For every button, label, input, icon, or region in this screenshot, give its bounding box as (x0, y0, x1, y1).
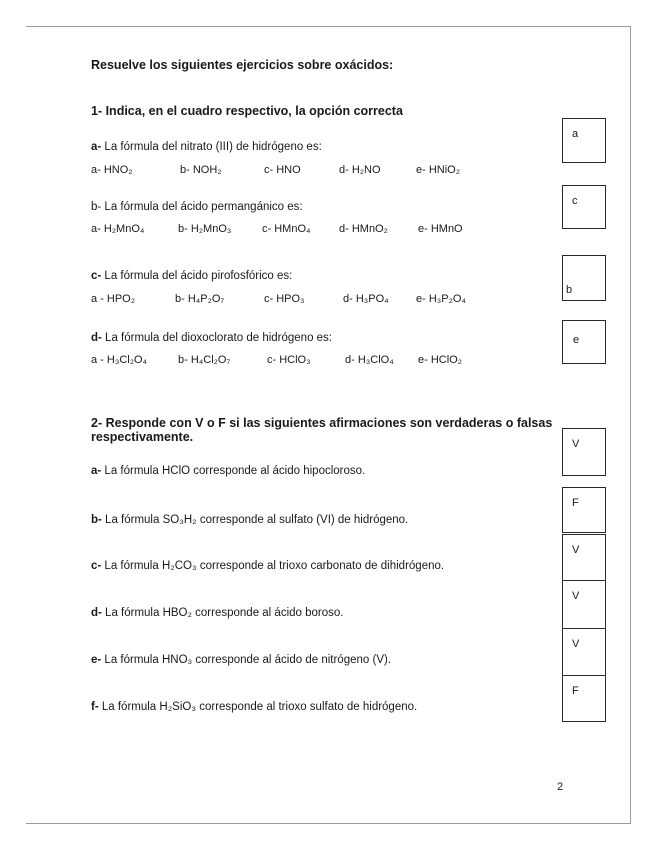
vf-value: V (572, 438, 580, 450)
vf-value: V (572, 590, 580, 602)
vf-box[interactable] (562, 675, 606, 722)
question-prefix: d- (91, 332, 102, 344)
vf-box[interactable] (562, 580, 606, 629)
question-d (91, 332, 332, 344)
option: e- H₃P₂O₄ (416, 293, 466, 305)
option: d- H₂NO (339, 164, 381, 176)
statement-e (91, 654, 391, 666)
question-prefix: b- (91, 201, 102, 213)
statement-text: La fórmula H₂CO₃ corresponde al trioxo carbonato de dihidrógeno. (101, 560, 445, 572)
question-text: La fórmula del ácido permangánico es: (101, 201, 303, 213)
question-text: La fórmula del ácido pirofosfórico es: (101, 270, 293, 282)
statement-b (91, 514, 408, 526)
vf-value: F (572, 685, 579, 697)
option: a- H₂MnO₄ (91, 223, 145, 235)
answer-value: c (572, 195, 578, 207)
vf-box[interactable] (562, 628, 606, 676)
vf-value: F (572, 497, 579, 509)
vf-value: V (572, 544, 580, 556)
option: d- H₃PO₄ (343, 293, 389, 305)
answer-value: e (573, 334, 580, 346)
answer-box[interactable] (562, 255, 606, 301)
answer-value: b (566, 284, 573, 296)
statement-d (91, 607, 343, 619)
statement-text: La fórmula HClO corresponde al ácido hipocloroso. (101, 465, 366, 477)
vf-box[interactable] (562, 428, 606, 476)
statement-text: La fórmula HBO₂ corresponde al ácido boroso. (101, 607, 344, 619)
vf-value: V (572, 638, 580, 650)
statement-text: La fórmula HNO₃ corresponde al ácido de nitrógeno (V). (101, 654, 392, 666)
option: e- HClO₂ (418, 354, 462, 366)
option: e- HNiO₂ (416, 164, 460, 176)
option: b- NOH₂ (180, 164, 222, 176)
vf-box[interactable] (562, 487, 606, 533)
statement-prefix: d- (91, 607, 102, 619)
option: e- HMnO (418, 223, 463, 235)
statement-f (91, 701, 417, 713)
option: d- H₃ClO₄ (345, 354, 394, 366)
option: a- HNO₂ (91, 164, 133, 176)
option: b- H₄P₂O₇ (175, 293, 225, 305)
statement-prefix: c- (91, 560, 102, 572)
question-text: La fórmula del dioxoclorato de hidrógeno es: (101, 332, 333, 344)
page-number: 2 (557, 781, 564, 793)
statement-prefix: a- (91, 465, 102, 477)
option: b- H₄Cl₂O₇ (178, 354, 231, 366)
question-c (91, 270, 292, 282)
section1-title: 1- Indica, en el cuadro respectivo, la opción correcta (91, 104, 403, 118)
statement-a (91, 465, 365, 477)
option: a - HPO₂ (91, 293, 135, 305)
section2-title-line2: respectivamente. (91, 430, 194, 444)
question-text: La fórmula del nitrato (III) de hidrógeno es: (101, 141, 322, 153)
option: b- H₂MnO₃ (178, 223, 232, 235)
option: c- HNO (264, 164, 301, 176)
answer-box[interactable] (562, 320, 606, 364)
section2-title-line1: 2- Responde con V o F si las siguientes afirmaciones son verdaderas o falsas (91, 416, 553, 430)
answer-box[interactable] (562, 185, 606, 229)
answer-box[interactable] (562, 118, 606, 163)
question-prefix: c- (91, 270, 102, 282)
statement-text: La fórmula H₂SiO₃ corresponde al trioxo sulfato de hidrógeno. (98, 701, 418, 713)
option: c- HMnO₄ (262, 223, 311, 235)
option: c- HPO₃ (264, 293, 305, 305)
option: d- HMnO₂ (339, 223, 388, 235)
question-a (91, 141, 322, 153)
statement-prefix: b- (91, 514, 102, 526)
option: c- HClO₃ (267, 354, 311, 366)
answer-value: a (572, 128, 579, 140)
question-prefix: a- (91, 141, 102, 153)
statement-prefix: e- (91, 654, 102, 666)
question-b (91, 201, 303, 213)
intro-heading: Resuelve los siguientes ejercicios sobre oxácidos: (91, 58, 394, 72)
statement-text: La fórmula SO₃H₂ corresponde al sulfato (VI) de hidrógeno. (101, 514, 409, 526)
option: a - H₃Cl₂O₄ (91, 354, 148, 366)
statement-c (91, 560, 444, 572)
vf-box[interactable] (562, 534, 606, 582)
statement-prefix: f- (91, 701, 99, 713)
